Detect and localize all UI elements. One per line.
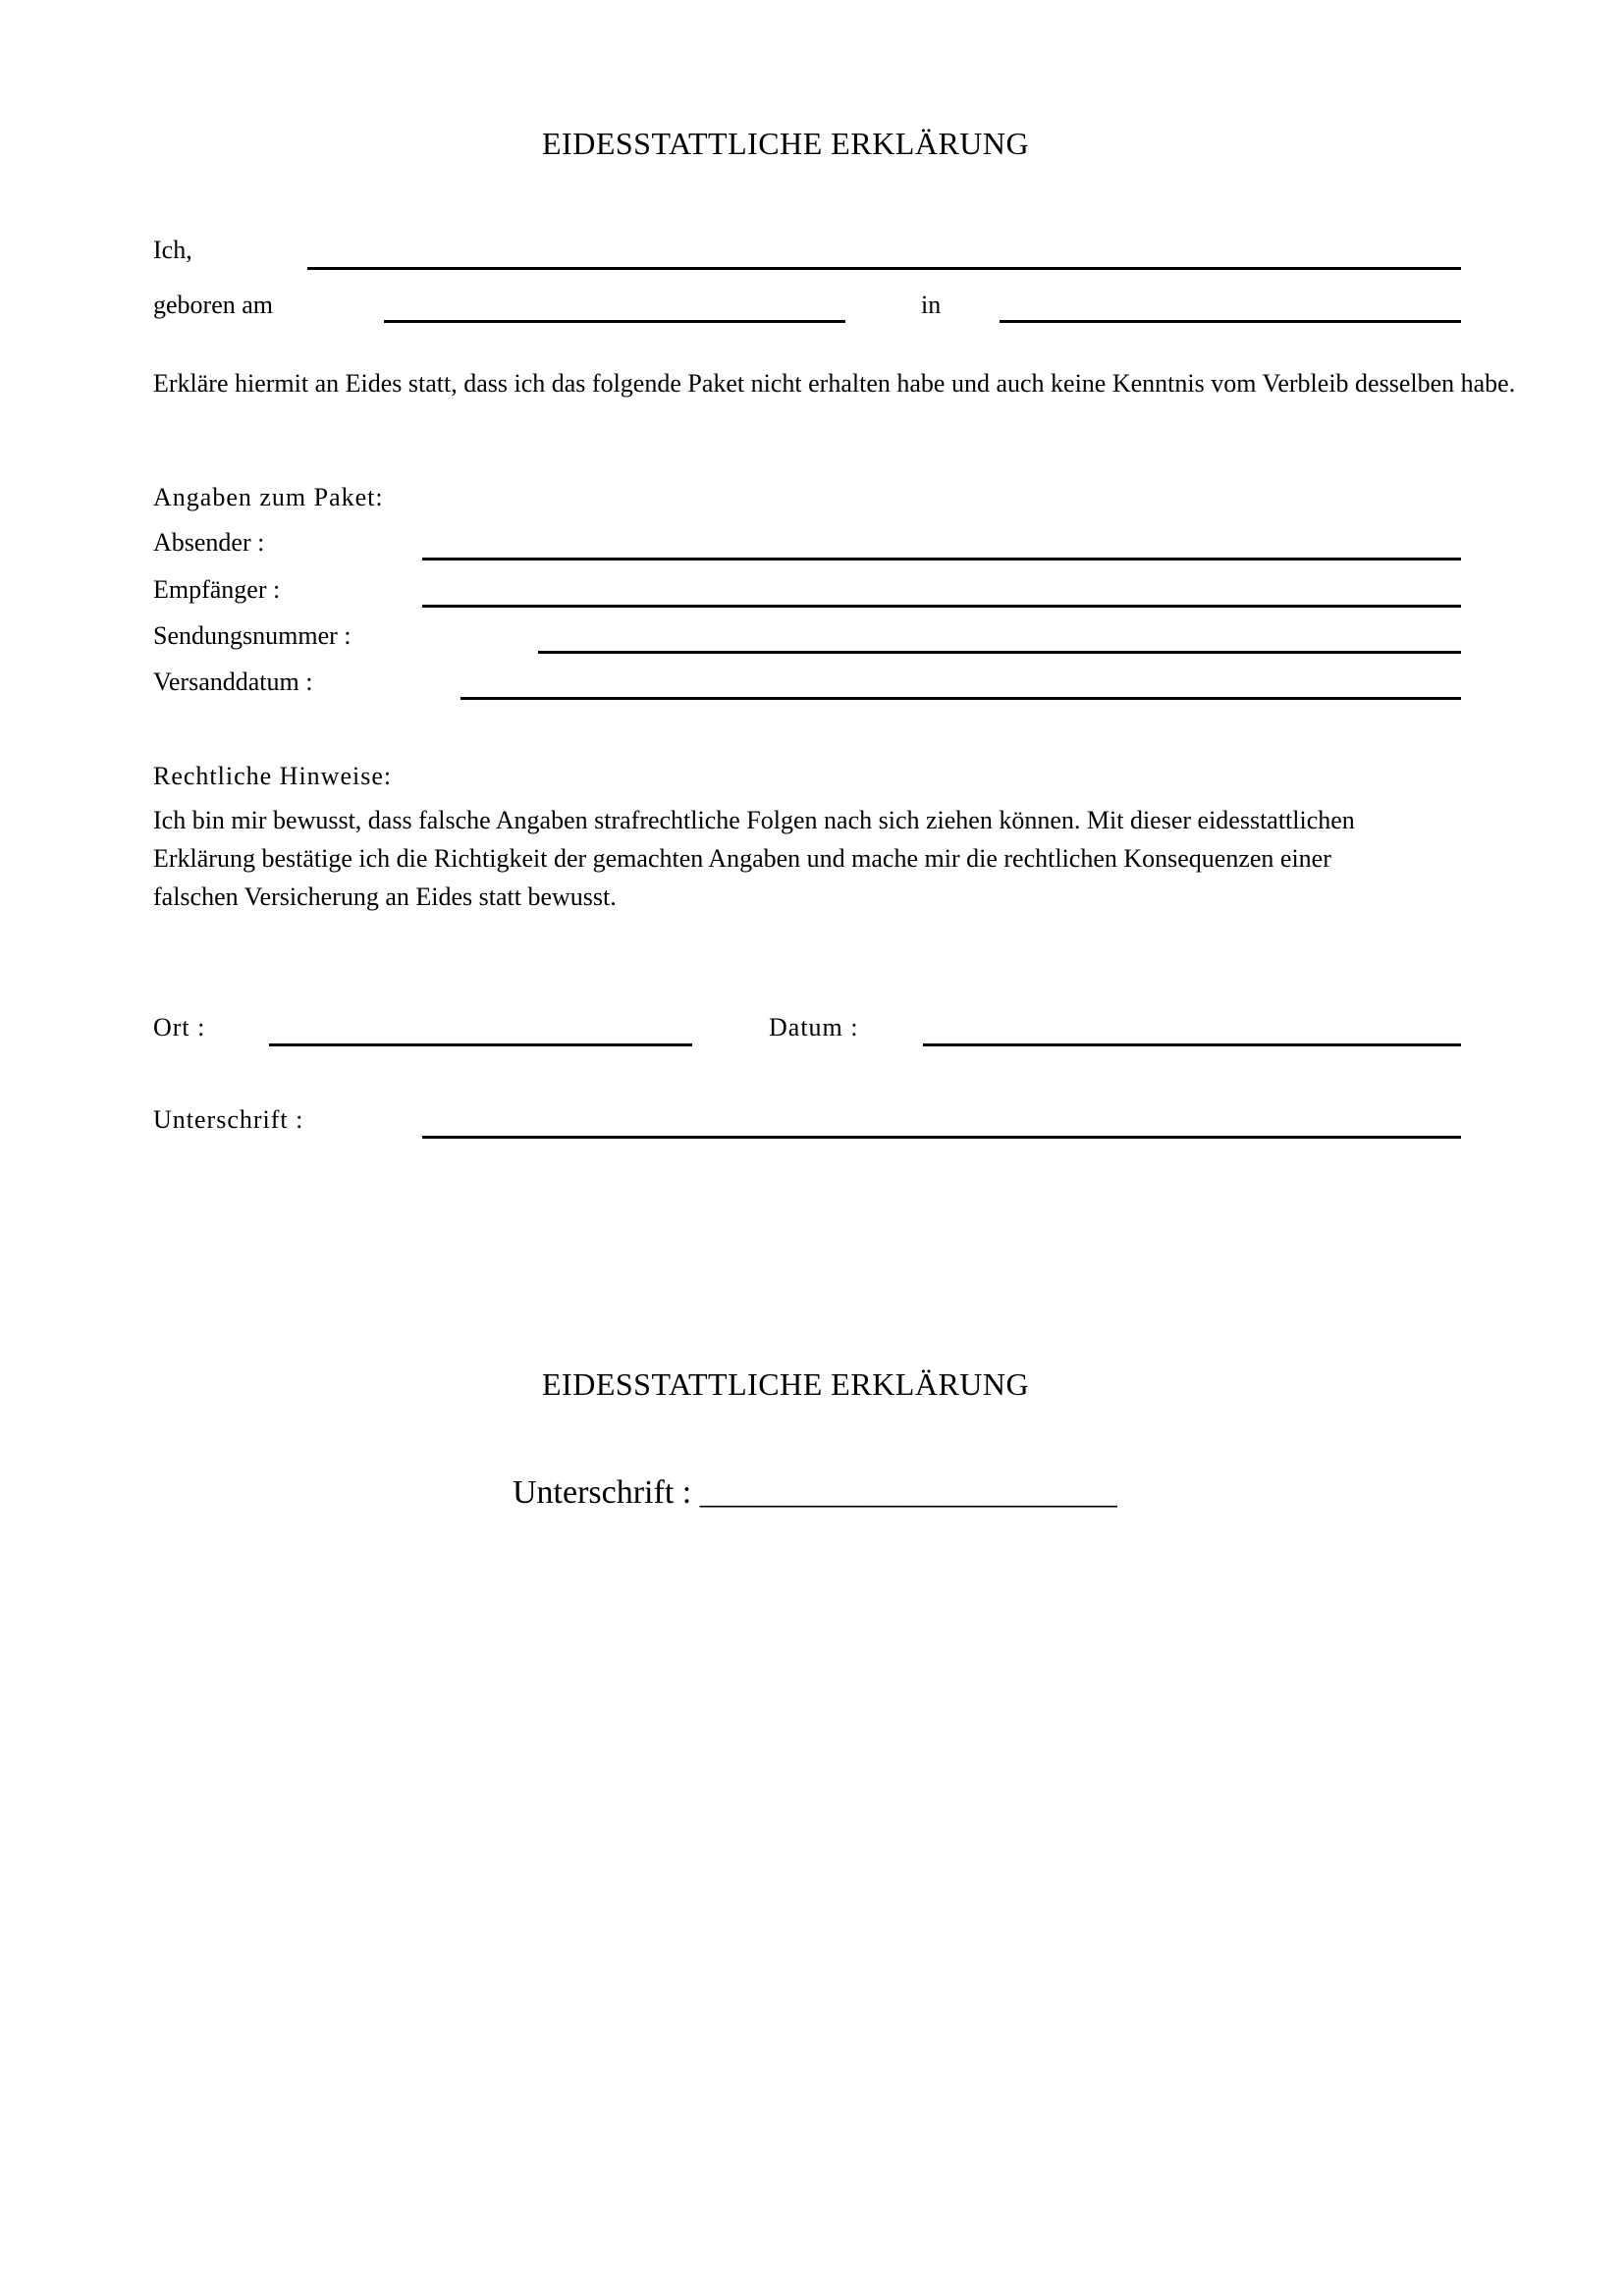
document-title: EIDESSTATTLICHE ERKLÄRUNG — [542, 126, 1030, 161]
absender-field-line[interactable] — [422, 558, 1461, 561]
legal-text-line-1: Ich bin mir bewusst, dass falsche Angaben strafrechtliche Folgen nach sich ziehen können. Mit dieser eidesstattlichen — [153, 806, 1355, 834]
legal-text-line-3: falschen Versicherung an Eides statt bewusst. — [153, 882, 617, 911]
ich-label: Ich, — [153, 236, 192, 264]
sendungsnummer-field-line[interactable] — [538, 651, 1461, 654]
versanddatum-label: Versanddatum : — [153, 667, 313, 696]
ort-field-line[interactable] — [269, 1043, 692, 1046]
geboren-am-label: geboren am — [153, 291, 274, 319]
second-unterschrift-line[interactable]: Unterschrift : _________________________ — [513, 1474, 1117, 1511]
second-title: EIDESSTATTLICHE ERKLÄRUNG — [542, 1366, 1030, 1402]
package-heading: Angaben zum Paket: — [153, 483, 384, 511]
versanddatum-field-line[interactable] — [460, 697, 1461, 700]
ort-label: Ort : — [153, 1013, 206, 1041]
birthdate-field-line[interactable] — [384, 320, 845, 323]
unterschrift-field-line[interactable] — [422, 1136, 1461, 1139]
birthplace-field-line[interactable] — [1000, 320, 1461, 323]
declaration-text: Erkläre hiermit an Eides statt, dass ich das folgende Paket nicht erhalten habe und auch keine Kenntnis vom Verbleib desselben habe. — [153, 369, 1516, 398]
unterschrift-label: Unterschrift : — [153, 1105, 304, 1134]
empfaenger-field-line[interactable] — [422, 605, 1461, 608]
datum-label: Datum : — [769, 1013, 859, 1041]
absender-label: Absender : — [153, 528, 265, 557]
sendungsnummer-label: Sendungsnummer : — [153, 621, 352, 650]
in-label: in — [921, 291, 942, 319]
empfaenger-label: Empfänger : — [153, 575, 281, 604]
name-field-line[interactable] — [307, 267, 1461, 270]
datum-field-line[interactable] — [923, 1043, 1461, 1046]
legal-text-line-2: Erklärung bestätige ich die Richtigkeit der gemachten Angaben und mache mir die rechtlichen Konsequenzen einer — [153, 844, 1331, 873]
legal-heading: Rechtliche Hinweise: — [153, 762, 393, 790]
